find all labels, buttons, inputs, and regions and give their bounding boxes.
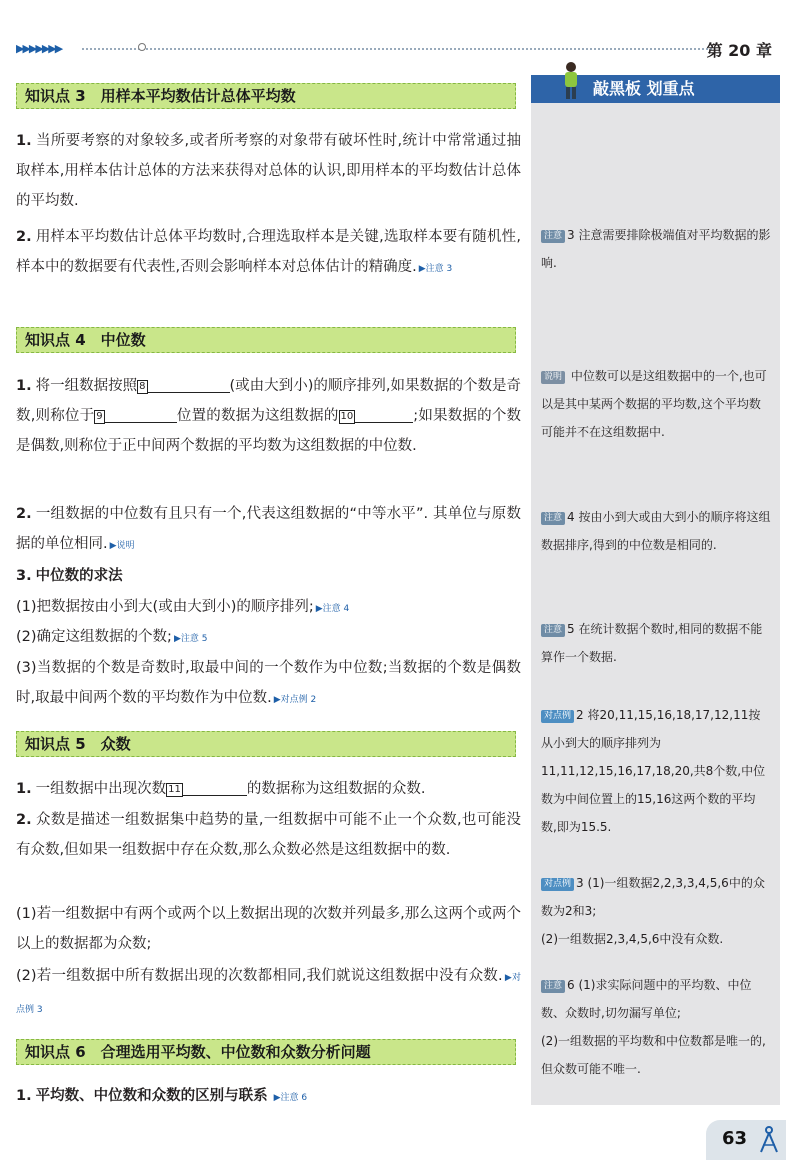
teacher-figure-icon [561, 61, 581, 101]
note-ref[interactable]: ▶注意 4 [315, 604, 350, 614]
note-tag: 注意 [541, 624, 565, 637]
k5-item-1: 1. 一组数据中出现次数 11 的数据称为这组数据的众数. [16, 781, 426, 797]
page-number: 63 [722, 1128, 748, 1149]
k4-item-1: 1. 将一组数据按照 8 (或由大到小)的顺序排列,如果数据的个数是奇数,则称位于 9 位置的数据为这组数据的 10 ;如果数据的个数是偶数,则称位于正中间两个数据的平均数为这组数据的中位数. [16, 378, 522, 454]
blank-number: 9 [96, 411, 103, 422]
example-tag: 对点例 [541, 878, 574, 891]
page-footer [706, 1120, 786, 1160]
note-tag: 注意 [541, 512, 565, 525]
fill-blank[interactable] [183, 780, 247, 796]
chapter-label: 第 20 章 [706, 41, 772, 60]
dotted-rule [82, 48, 712, 50]
note-ref[interactable]: ▶注意 3 [418, 264, 453, 274]
note-tag: 说明 [541, 371, 565, 384]
k5-sub-2: (2)若一组数据中所有数据出现的次数都相同,我们就说这组数据中没有众数. ▶对点例 3 [16, 968, 521, 1015]
fill-blank[interactable] [355, 407, 413, 423]
example-tag: 对点例 [541, 710, 574, 723]
k3-item-2: 2. 用样本平均数估计总体平均数时,合理选取样本是关键,选取样本要有随机性,样本中的数据要有代表性,否则会影响样本对总体估计的精确度. ▶注意 3 [16, 229, 521, 275]
note-4: 注意 4 按由小到大或由大到小的顺序将这组数据排序,得到的中位数是相同的. [541, 510, 771, 552]
top-bar [16, 38, 786, 62]
example-2: 对点例 2 将20,11,15,16,18,17,12,11按从小到大的顺序排列为11,11,12,15,16,17,18,20,共8个数,中位数为中间位置上的15,16这两个数的平均数,即为15.5. [541, 708, 766, 834]
note-3: 注意 3 注意需要排除极端值对平均数据的影响. [541, 228, 771, 270]
explain-note: 说明 中位数可以是这组数据中的一个,也可以是其中某两个数据的平均数,这个平均数可能并不在这组数据中. [541, 369, 767, 439]
note-ref[interactable]: ▶注意 6 [273, 1093, 308, 1103]
k6-item-1: 1. 平均数、中位数和众数的区别与联系 ▶注意 6 [16, 1088, 308, 1104]
k4-step-1: (1)把数据按由小到大(或由大到小)的顺序排列; ▶注意 4 [16, 599, 350, 615]
fill-blank[interactable] [148, 377, 230, 393]
example-ref[interactable]: ▶对点例 2 [273, 695, 317, 705]
explain-ref[interactable]: ▶说明 [109, 541, 135, 551]
fill-blank[interactable] [105, 407, 177, 423]
note-6: 注意 6 (1)求实际问题中的平均数、中位数、众数时,切勿漏写单位; (2)一组数据的平均数和中位数都是唯一的,但众数可能不唯一. [541, 978, 766, 1076]
note-ref[interactable]: ▶注意 5 [173, 634, 208, 644]
k4-item-2: 2. 一组数据的中位数有且只有一个,代表这组数据的“中等水平”. 其单位与原数据的单位相同. ▶说明 [16, 506, 521, 552]
example-ref[interactable]: ▶对点例 3 [16, 973, 521, 1015]
note-5: 注意 5 在统计数据个数时,相同的数据不能算作一个数据. [541, 622, 763, 664]
k5-sub-1: (1)若一组数据中有两个或两个以上数据出现的次数并列最多,那么这两个或两个以上的数据都为众数; [16, 906, 521, 952]
blank-number: 10 [340, 411, 354, 422]
k5-item-2: 2. 众数是描述一组数据集中趋势的量,一组数据中可能不止一个众数,也可能没有众数,但如果一组数据中存在众数,那么众数必然是这组数据中的数. [16, 812, 521, 858]
arrow-decoration: ▶▶▶▶▶▶▶ [16, 42, 62, 55]
section-header-k4: 知识点 4 中位数 [16, 327, 516, 353]
compass-icon [758, 1126, 780, 1154]
k4-step-2: (2)确定这组数据的个数; ▶注意 5 [16, 629, 208, 645]
sidebar-title: 敲黑板 划重点 [593, 79, 695, 98]
k3-item-1: 1. 当所要考察的对象较多,或者所考察的对象带有破坏性时,统计中常常通过抽取样本,用样本估计总体的方法来获得对总体的认识,即用样本的平均数估计总体的平均数. [16, 133, 521, 209]
k4-step-3: (3)当数据的个数是奇数时,取最中间的一个数作为中位数;当数据的个数是偶数时,取最中间两个数的平均数作为中位数. ▶对点例 2 [16, 660, 521, 706]
section-header-k6: 知识点 6 合理选用平均数、中位数和众数分析问题 [16, 1039, 516, 1065]
k4-item-3: 3. 中位数的求法 [16, 568, 123, 584]
note-tag: 注意 [541, 980, 565, 993]
sidebar-panel [531, 75, 780, 1105]
section-header-k5: 知识点 5 众数 [16, 731, 516, 757]
note-tag: 注意 [541, 230, 565, 243]
blank-number: 8 [139, 381, 146, 392]
example-3: 对点例 3 (1)一组数据2,2,3,3,4,5,6中的众数为2和3; (2)一组数据2,3,4,5,6中没有众数. [541, 876, 765, 946]
ring-icon [138, 43, 146, 51]
sidebar-header [531, 75, 780, 103]
section-header-k3: 知识点 3 用样本平均数估计总体平均数 [16, 83, 516, 109]
blank-number: 11 [168, 784, 181, 795]
